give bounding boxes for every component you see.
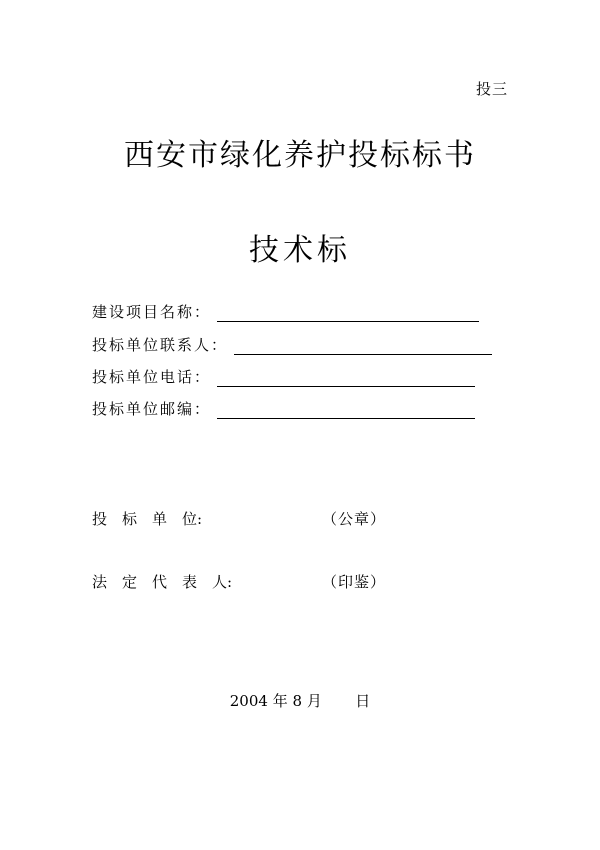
date-year: 2004 (229, 692, 268, 710)
bidder-phone-label: 投标单位电话： (92, 368, 212, 386)
bidder-phone-blank-line (217, 369, 475, 387)
official-seal-note: （公章） (322, 510, 387, 528)
bidder-contact-label: 投标单位联系人： (92, 336, 229, 354)
project-name-blank-line (217, 304, 479, 322)
bidder-unit-label: 投 标 单 位: (92, 510, 203, 528)
date-year-unit: 年 (272, 692, 288, 710)
document-date (0, 690, 600, 711)
bidder-seal-row (92, 508, 387, 529)
date-day-unit: 日 (355, 692, 371, 710)
bidder-contact-field (92, 334, 492, 355)
bidder-phone-field (92, 366, 475, 387)
date-month: 8 (292, 692, 303, 710)
legal-representative-row (92, 571, 387, 592)
personal-seal-note: （印鉴） (322, 573, 387, 591)
bidder-postcode-field (92, 398, 475, 419)
legal-representative-label: 法 定 代 表 人: (92, 573, 233, 591)
project-name-field (92, 301, 479, 322)
bidder-postcode-label: 投标单位邮编： (92, 400, 212, 418)
document-title: 西安市绿化养护投标标书 (124, 138, 476, 173)
date-month-unit: 月 (306, 692, 322, 710)
document-code-label: 投三 (475, 80, 508, 98)
project-name-label: 建设项目名称： (92, 303, 212, 321)
bidder-postcode-blank-line (217, 401, 475, 419)
document-subtitle: 技术标 (249, 233, 351, 268)
bidder-contact-blank-line (234, 337, 492, 355)
